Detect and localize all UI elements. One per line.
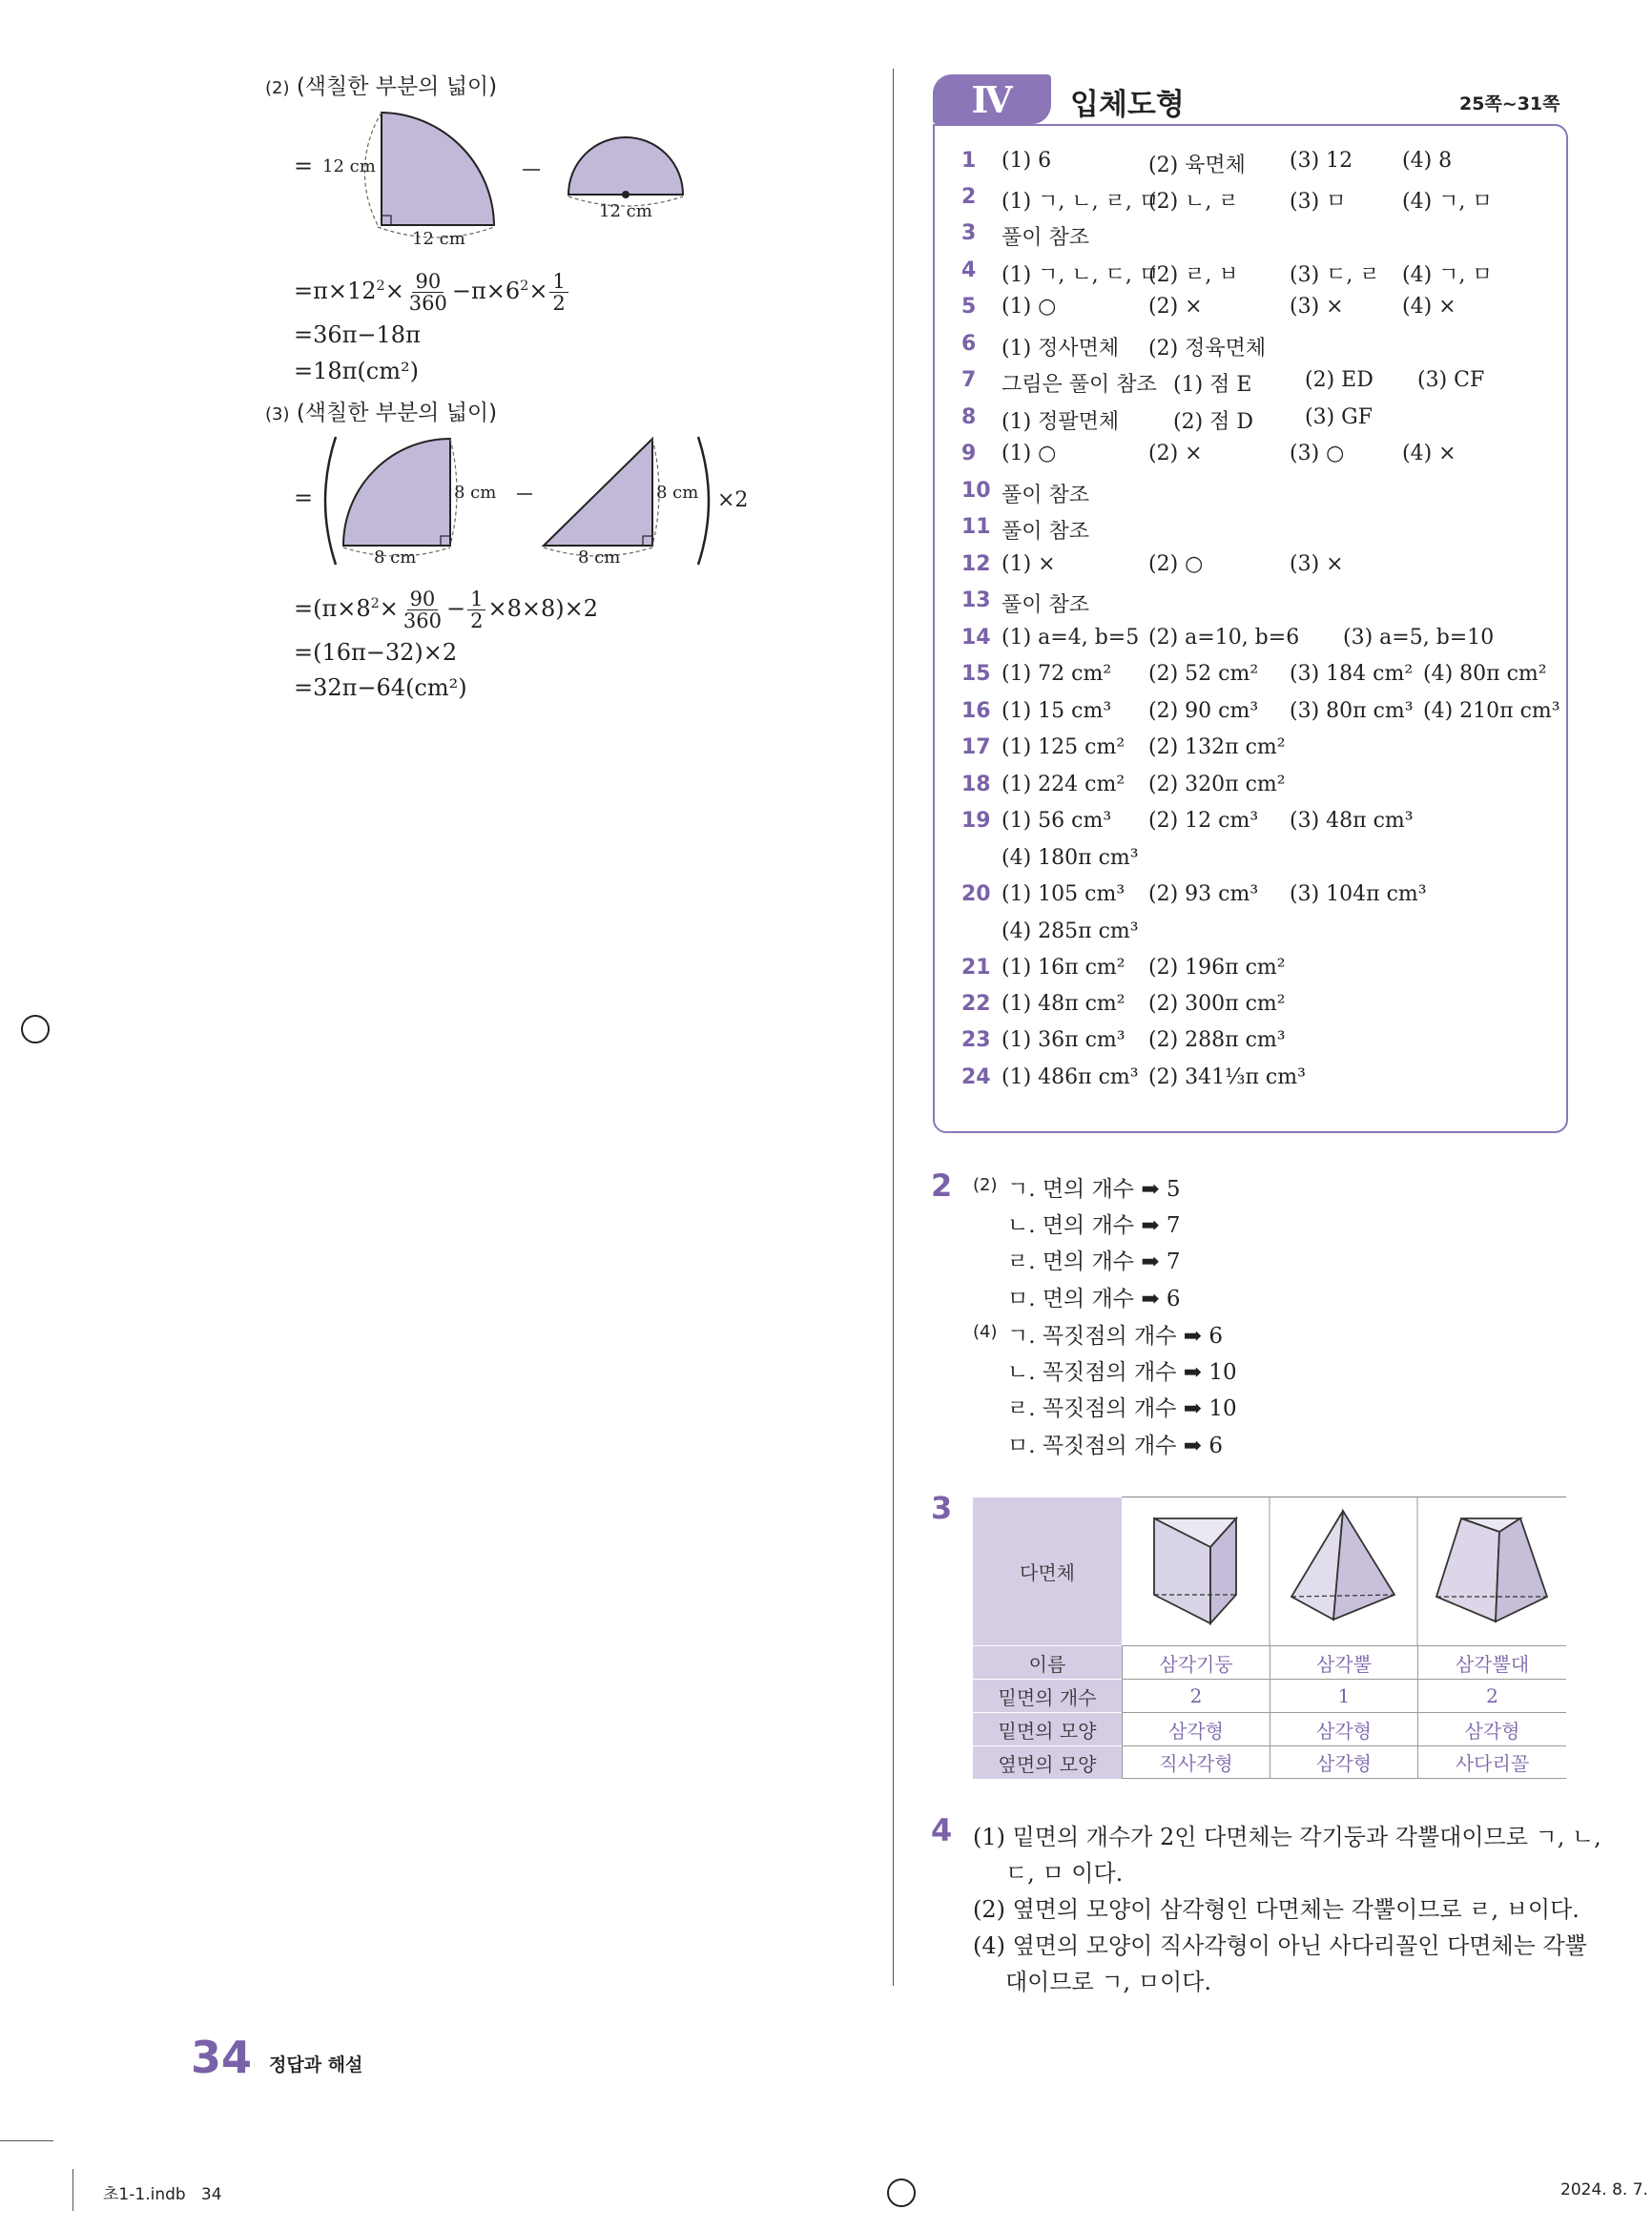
sol4-line: (4) 옆면의 모양이 직사각형이 아닌 사다리꼴인 다면체는 각뿔 (973, 1932, 1587, 1959)
answer-row (961, 479, 1090, 507)
footer-label: 정답과 해설 (269, 2054, 363, 2075)
answer-row (961, 809, 1414, 833)
answer-row (961, 699, 1560, 723)
answer-cell: (1) 125 cm² (1002, 735, 1125, 759)
answer-cell: (2) ED (1305, 368, 1373, 392)
answer-number: 14 (961, 626, 991, 650)
answer-cell: (4) × (1402, 295, 1456, 319)
answer-number: 7 (961, 368, 977, 392)
answer-cell: (2) a=10, b=6 (1148, 626, 1300, 650)
quarter-circle-shape-2 (343, 439, 450, 546)
answer-cell: (4) 285π cm³ (1002, 919, 1139, 943)
table-cell: 삼각기둥 (1122, 1645, 1270, 1679)
print-date: 2024. 8. 7. (1560, 2180, 1648, 2199)
quarter-circle-shape (382, 113, 494, 225)
answer-cell: (1) ○ (1002, 295, 1057, 319)
answer-cell: (2) ○ (1148, 552, 1204, 576)
answer-cell: (2) × (1148, 442, 1203, 465)
answer-number: 4 (961, 258, 977, 282)
sol2-p2-line: ㄴ. 면의 개수 ➡ 7 (1007, 1213, 1181, 1238)
answer-number: 22 (961, 992, 991, 1016)
answer-cell: (2) 육면체 (1148, 154, 1246, 177)
sol2-p4-line: ㅁ. 꼭짓점의 개수 ➡ 6 (1007, 1434, 1223, 1458)
answer-cell: (2) 12 cm³ (1148, 809, 1259, 833)
tri-base-label: 8 cm (578, 547, 621, 568)
item3-line1: =(16π−32)×2 (294, 639, 458, 666)
sol3-number: 3 (931, 1490, 953, 1526)
answer-cell: (2) 196π cm² (1148, 956, 1286, 980)
answer-cell: (1) 48π cm² (1002, 992, 1125, 1016)
table-cell: 2 (1417, 1679, 1566, 1712)
answer-number: 24 (961, 1065, 991, 1089)
answer-cell: (4) ㄱ, ㅁ (1402, 263, 1493, 287)
answer-cell: (1) 16π cm² (1002, 956, 1125, 980)
table-cell: 직사각형 (1122, 1745, 1270, 1779)
answer-cell: (1) 15 cm³ (1002, 699, 1112, 723)
answer-row (961, 626, 1495, 650)
base-label-2: 8 cm (374, 547, 417, 568)
answer-cell: (2) ㄹ, ㅂ (1148, 263, 1239, 287)
page-number: 34 (191, 2032, 253, 2083)
answer-row (961, 368, 1485, 397)
footer-rule (0, 2140, 53, 2141)
answer-cell: (1) × (1002, 552, 1056, 576)
item2-heading: (2) (색칠한 부분의 넓이) (265, 74, 498, 99)
answer-cell: (3) 80π cm³ (1290, 699, 1414, 723)
center-point (622, 191, 630, 198)
answer-row (961, 992, 1286, 1016)
answer-row (961, 149, 1453, 177)
sol2-p4-line: ㄱ. 꼭짓점의 개수 ➡ 6 (1007, 1324, 1223, 1349)
answer-cell: (2) ㄴ, ㄹ (1148, 190, 1239, 214)
answer-row (961, 588, 1090, 617)
answer-number: 23 (961, 1028, 991, 1052)
triangular-pyramid-icon (1291, 1511, 1394, 1620)
answer-row (961, 295, 1456, 319)
answer-cell: 풀이 참조 (1002, 484, 1090, 507)
answer-cell: 풀이 참조 (1002, 226, 1090, 250)
base-label: 12 cm (412, 229, 465, 249)
sol2-p4-line: ㄹ. 꼭짓점의 개수 ➡ 10 (1007, 1396, 1237, 1421)
answer-row (961, 956, 1286, 980)
table-cell: 삼각뿔 (1270, 1645, 1417, 1679)
answer-row (961, 405, 1373, 434)
answer-row (961, 1065, 1306, 1089)
answer-cell: (4) 80π cm² (1423, 662, 1547, 686)
answer-cell: (1) 105 cm³ (1002, 882, 1125, 906)
table-cell: 삼각뿔대 (1417, 1645, 1566, 1679)
table-cell: 삼각형 (1270, 1745, 1417, 1779)
answer-number: 20 (961, 882, 991, 906)
answer-row (961, 185, 1493, 214)
table-row-label: 이름 (973, 1645, 1122, 1679)
table-cell: 2 (1122, 1679, 1270, 1712)
sol2-p2-line: ㄱ. 면의 개수 ➡ 5 (1007, 1177, 1181, 1202)
answer-number: 5 (961, 295, 977, 319)
answer-cell: (2) 300π cm² (1148, 992, 1286, 1016)
triangular-frustum-icon (1436, 1518, 1547, 1621)
eq-sign-3a: = (294, 485, 314, 511)
answer-number: 2 (961, 185, 977, 209)
page-range: 25쪽~31쪽 (1459, 93, 1560, 114)
answer-number: 19 (961, 809, 991, 833)
table-row-label: 밑면의 개수 (973, 1679, 1122, 1712)
answer-number: 21 (961, 956, 991, 980)
answer-cell: (2) 132π cm² (1148, 735, 1286, 759)
prism-figure-cell (1122, 1497, 1566, 1645)
answer-cell: (1) a=4, b=5 (1002, 626, 1140, 650)
answer-row (961, 332, 1267, 361)
table-header-cell: 다면체 (973, 1497, 1122, 1645)
answer-number: 3 (961, 221, 977, 245)
column-divider (893, 69, 894, 1986)
answer-cell: (3) a=5, b=10 (1343, 626, 1495, 650)
answer-cell: (1) 점 E (1173, 373, 1252, 397)
answer-cell: (1) ㄱ, ㄴ, ㄹ, ㅁ (1002, 190, 1160, 214)
diameter-label: 12 cm (599, 201, 652, 221)
sol2-p2-label: (2) (973, 1175, 998, 1195)
file-name: 초1-1.indb 34 (103, 2185, 222, 2204)
answer-cell: (1) 정사면체 (1002, 337, 1120, 361)
answer-cell: (1) 정팔면체 (1002, 410, 1120, 434)
chapter-badge: Ⅳ (933, 74, 1051, 124)
answer-cell: (3) × (1290, 552, 1344, 576)
answer-number: 8 (961, 405, 977, 429)
triangular-prism-icon (1154, 1518, 1236, 1623)
answer-cell: (3) 48π cm³ (1290, 809, 1414, 833)
answer-row (961, 221, 1090, 250)
answer-number: 17 (961, 735, 991, 759)
registration-mark-left (21, 1015, 50, 1043)
answer-cell: (1) 224 cm² (1002, 773, 1125, 796)
item2-line2: =18π(cm²) (294, 358, 419, 384)
registration-mark-bottom (887, 2178, 916, 2207)
answer-number: 9 (961, 442, 977, 465)
sol4-line: 대이므로 ㄱ, ㅁ이다. (1005, 1969, 1211, 1995)
answer-number: 16 (961, 699, 991, 723)
answer-cell: 풀이 참조 (1002, 593, 1090, 617)
answer-cell: (2) 점 D (1173, 410, 1254, 434)
sol4-line: (1) 밑면의 개수가 2인 다면체는 각기둥과 각뿔대이므로 ㄱ, ㄴ, (973, 1824, 1601, 1850)
table-cell: 삼각형 (1417, 1712, 1566, 1745)
answer-cell: (3) ㄷ, ㄹ (1290, 263, 1380, 287)
answer-cell: (4) 210π cm³ (1423, 699, 1560, 723)
table-cell: 사다리꼴 (1417, 1745, 1566, 1779)
item3-heading: (3) (색칠한 부분의 넓이) (265, 401, 498, 425)
answer-row (961, 258, 1493, 287)
answer-cell: (4) ㄱ, ㅁ (1402, 190, 1493, 214)
answer-number: 10 (961, 479, 991, 503)
tri-side-label: 8 cm (656, 483, 699, 503)
answer-cell: 풀이 참조 (1002, 520, 1090, 544)
item2-line1: =36π−18π (294, 321, 421, 348)
answer-cell: (4) × (1402, 442, 1456, 465)
quarter-circle-figure (286, 105, 706, 248)
answer-cell: (2) 288π cm³ (1148, 1028, 1286, 1052)
answer-number: 11 (961, 515, 991, 539)
answer-cell: (3) ㅁ (1290, 190, 1347, 214)
table-row-label: 밑면의 모양 (973, 1712, 1122, 1745)
side-label: 8 cm (454, 483, 497, 503)
radius-label: 12 cm (322, 156, 376, 176)
answer-cell: (4) 180π cm³ (1002, 846, 1139, 870)
answer-cell: (3) × (1290, 295, 1344, 319)
times-two: ×2 (717, 488, 749, 512)
answer-number: 18 (961, 773, 991, 796)
answer-cell: (2) 90 cm³ (1148, 699, 1259, 723)
sol4-line: ㄷ, ㅁ 이다. (1005, 1860, 1124, 1887)
answer-cell: (1) 486π cm³ (1002, 1065, 1139, 1089)
eq-sign-2a: = (294, 153, 314, 179)
answer-row (961, 552, 1344, 576)
semicircle-shape (568, 137, 683, 195)
answer-cell: (3) 184 cm² (1290, 662, 1414, 686)
answer-cell: (3) GF (1305, 405, 1373, 429)
answer-row (961, 735, 1286, 759)
answer-row (961, 442, 1456, 465)
answer-cell: (1) 36π cm³ (1002, 1028, 1125, 1052)
answer-number: 12 (961, 552, 991, 576)
footer-vline (72, 2169, 73, 2211)
answer-cell: (2) × (1148, 295, 1203, 319)
answer-cell: (1) 6 (1002, 149, 1052, 173)
table-cell: 삼각형 (1122, 1712, 1270, 1745)
answer-cell: (2) 320π cm² (1148, 773, 1286, 796)
answer-row (961, 1028, 1286, 1052)
sol4-number: 4 (931, 1812, 953, 1848)
answer-cell: 그림은 풀이 참조 (1002, 373, 1157, 397)
answer-cell: (2) 93 cm³ (1148, 882, 1259, 906)
answer-row (961, 882, 1427, 906)
left-paren (325, 437, 336, 565)
table-cell: 1 (1270, 1679, 1417, 1712)
sol2-p4-label: (4) (973, 1322, 998, 1342)
answer-number: 1 (961, 149, 977, 173)
answer-number: 13 (961, 588, 991, 612)
sol2-p2-line: ㄹ. 면의 개수 ➡ 7 (1007, 1249, 1181, 1274)
answer-cell: (1) 72 cm² (1002, 662, 1112, 686)
item2-formula: $=\pi\times 12^2\times$ $\frac{90}{360}$ $-\pi\times 6^2\times$ $\frac{1}{2}$ (294, 267, 570, 314)
table-cell: 삼각형 (1270, 1712, 1417, 1745)
answer-number: 6 (961, 332, 977, 356)
answer-row (961, 773, 1286, 796)
answer-cell: (1) ㄱ, ㄴ, ㄷ, ㅁ (1002, 263, 1160, 287)
triangle-shape (544, 439, 652, 546)
sol2-p4-line: ㄴ. 꼭짓점의 개수 ➡ 10 (1007, 1360, 1237, 1385)
table-row-label: 옆면의 모양 (973, 1745, 1122, 1779)
answer-row (961, 662, 1547, 686)
sol4-line: (2) 옆면의 모양이 삼각형인 다면체는 각뿔이므로 ㄹ, ㅂ이다. (973, 1896, 1580, 1923)
answer-cell: (1) 56 cm³ (1002, 809, 1112, 833)
answer-cell: (2) 52 cm² (1148, 662, 1259, 686)
sol2-number: 2 (931, 1167, 953, 1204)
answer-cell: (2) 341⅓π cm³ (1148, 1065, 1306, 1089)
sol2-p2-line: ㅁ. 면의 개수 ➡ 6 (1007, 1287, 1181, 1311)
right-paren (698, 437, 709, 565)
answer-cell: (3) ○ (1290, 442, 1345, 465)
chapter-title: 입체도형 (1070, 88, 1185, 122)
answer-cell: (3) 12 (1290, 149, 1353, 173)
answer-number: 15 (961, 662, 991, 686)
item3-formula: $=(\pi\times 8^2\times$ $\frac{90}{360}$ − $\frac{1}{2}$ ×8×8)×2 (294, 587, 598, 632)
answer-row (961, 515, 1090, 544)
answer-cell: (1) ○ (1002, 442, 1057, 465)
answer-cell: (3) 104π cm³ (1290, 882, 1427, 906)
answer-cell: (4) 8 (1402, 149, 1453, 173)
answer-cell: (2) 정육면체 (1148, 337, 1267, 361)
item3-line2: =32π−64(cm²) (294, 674, 467, 701)
answer-cell: (3) CF (1417, 368, 1485, 392)
